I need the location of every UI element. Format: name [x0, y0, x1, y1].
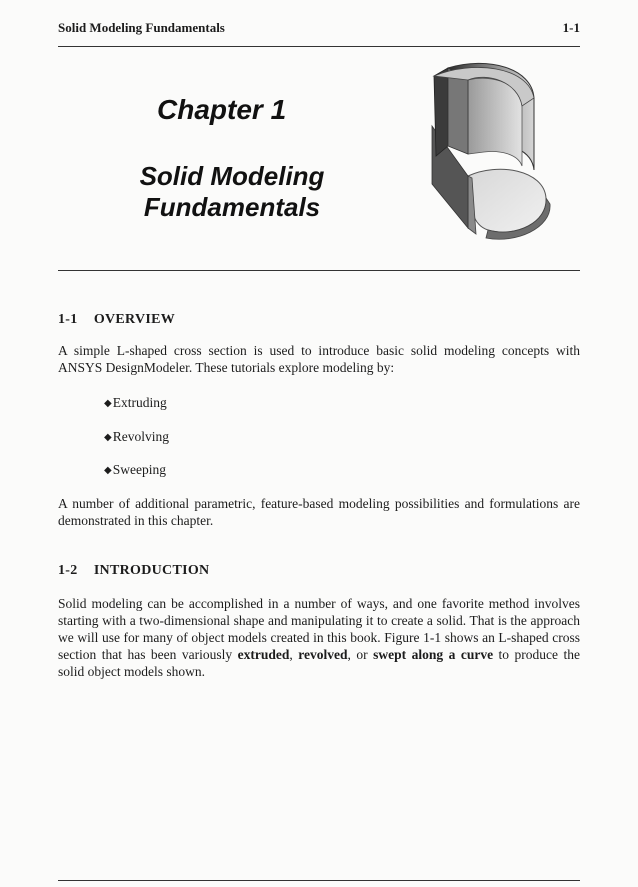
bullet-label: Revolving — [112, 429, 169, 444]
body-text: Solid modeling can be accomplished in a number of ways, and one favorite method involves starting with a two-dimensional shape and manipulating it to create a solid. That is the approach we will use for many of object models created in this book. Figure 1-1 shows an L-shaped cross section that has been variously — [58, 596, 580, 662]
chapter-rule — [58, 270, 580, 271]
section-number: 1-1 — [58, 312, 78, 327]
running-header-title: Solid Modeling Fundamentals — [58, 20, 225, 35]
bullet-label: Extruding — [112, 395, 167, 410]
bullet-item — [104, 462, 166, 478]
chapter-title-line2: Fundamentals — [143, 192, 321, 222]
overview-closing-paragraph: A number of additional parametric, feature-based modeling possibilities and formulations are demonstrated in this chapter. — [58, 496, 580, 528]
chapter-title-line1: Solid Modeling — [139, 161, 325, 191]
bullet-item — [104, 395, 167, 411]
body-text: , — [289, 647, 299, 662]
running-header — [58, 20, 580, 40]
section-number: 1-2 — [58, 563, 78, 578]
emphasis-swept: swept along a curve — [373, 647, 494, 662]
chapter-title — [112, 161, 352, 223]
overview-intro-paragraph: A simple L-shaped cross section is used to introduce basic solid modeling concepts with ANSYS DesignModeler. These tutorials explore modeling by: — [58, 343, 580, 375]
bullet-item — [104, 429, 169, 445]
diamond-bullet-icon: ◆ — [104, 465, 112, 476]
section-heading-overview — [58, 312, 175, 328]
introduction-paragraph — [58, 595, 580, 680]
diamond-bullet-icon: ◆ — [104, 432, 112, 443]
diamond-bullet-icon: ◆ — [104, 398, 112, 409]
section-title: OVERVIEW — [93, 312, 176, 327]
body-text: to produce the solid object models shown. — [58, 647, 580, 679]
body-text: , or — [347, 647, 374, 662]
header-rule — [58, 46, 580, 47]
chapter-number: Chapter 1 — [157, 94, 287, 125]
bullet-label: Sweeping — [112, 462, 166, 477]
section-title: INTRODUCTION — [93, 563, 210, 578]
emphasis-extruded: extruded — [237, 647, 290, 662]
revolved-l-shape-figure — [428, 58, 554, 240]
section-heading-introduction — [58, 563, 209, 579]
emphasis-revolved: revolved — [298, 647, 348, 662]
page-number: 1-1 — [562, 20, 580, 35]
footer-rule — [58, 880, 580, 881]
